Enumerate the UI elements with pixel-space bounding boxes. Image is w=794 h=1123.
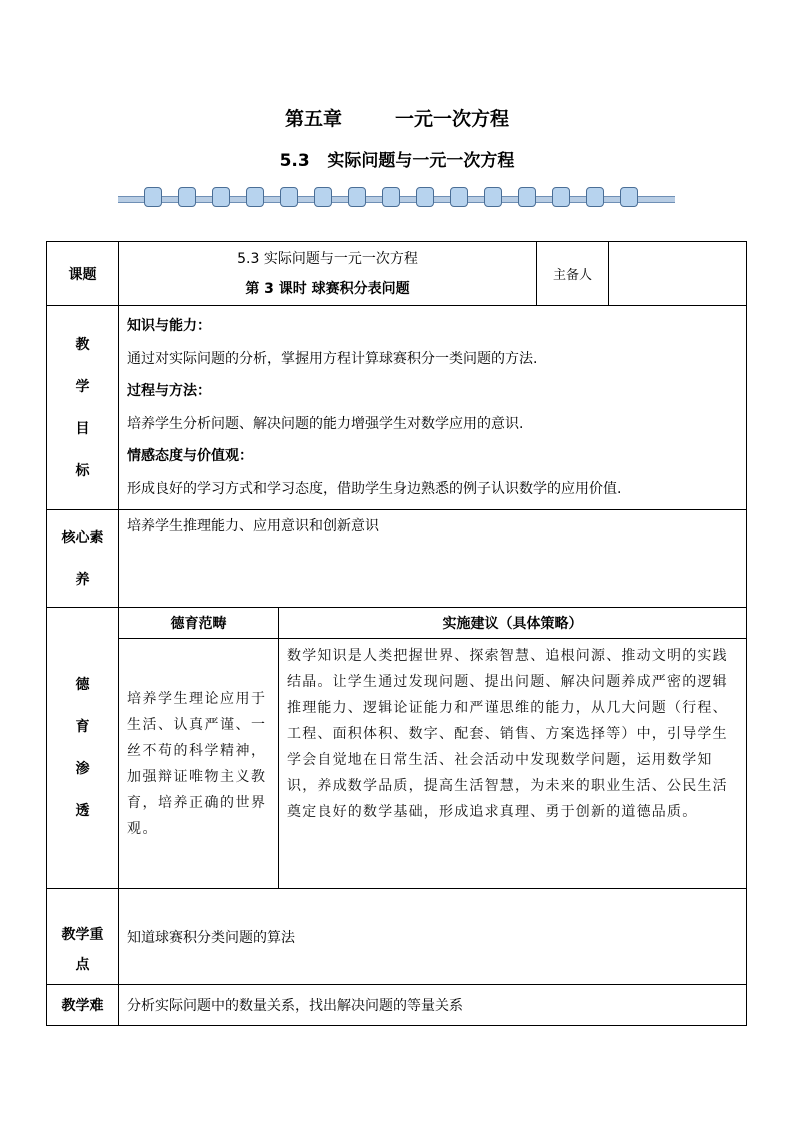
goal-heading-attitude: 情感态度与价值观： bbox=[127, 448, 253, 464]
goals-row bbox=[47, 306, 747, 510]
divider-bead bbox=[246, 187, 264, 207]
moral-content-row bbox=[47, 639, 747, 889]
goals-content bbox=[119, 306, 747, 510]
core-content: 培养学生推理能力、应用意识和创新意识 bbox=[119, 510, 747, 608]
divider-bead bbox=[144, 187, 162, 207]
goal-text-process: 培养学生分析问题、解决问题的能力增强学生对数学应用的意识. bbox=[127, 415, 524, 432]
divider-bead bbox=[348, 187, 366, 207]
moral-header-row bbox=[47, 608, 747, 639]
divider-bead bbox=[450, 187, 468, 207]
goal-text-knowledge: 通过对实际问题的分析，掌握用方程计算球赛积分一类问题的方法. bbox=[127, 350, 538, 367]
divider-bead bbox=[552, 187, 570, 207]
difficult-point-row bbox=[47, 985, 747, 1026]
divider-bead bbox=[314, 187, 332, 207]
goal-heading-knowledge: 知识与能力： bbox=[127, 318, 211, 334]
decorative-bead-divider bbox=[118, 186, 675, 212]
moral-category-text: 培养学生理论应用于生活、认真严谨、一丝不苟的科学精神，加强辩证唯物主义教育，培养正确的世界观。 bbox=[119, 639, 279, 889]
divider-bead bbox=[484, 187, 502, 207]
core-label-line: 核心素 bbox=[61, 529, 104, 546]
lesson-plan-table bbox=[46, 241, 747, 1026]
divider-bead bbox=[416, 187, 434, 207]
course-title-line2: 第 3 课时 球赛积分表问题 bbox=[245, 280, 410, 297]
divider-bead bbox=[280, 187, 298, 207]
moral-strategy-header: 实施建议（具体策略） bbox=[279, 608, 747, 639]
divider-bead bbox=[212, 187, 230, 207]
moral-label bbox=[47, 608, 119, 889]
goal-text-attitude: 形成良好的学习方式和学习态度，借助学生身边熟悉的例子认识数学的应用价值. bbox=[127, 480, 622, 497]
divider-bead bbox=[382, 187, 400, 207]
key-point-label-line: 教学重 bbox=[61, 927, 104, 943]
section-title: 5.3 实际问题与一元一次方程 bbox=[279, 151, 515, 171]
divider-bead bbox=[178, 187, 196, 207]
course-title-line1: 5.3 实际问题与一元一次方程 bbox=[237, 250, 418, 267]
moral-label-char: 德 bbox=[75, 677, 90, 693]
divider-bead bbox=[620, 187, 638, 207]
goals-label-char: 标 bbox=[75, 462, 90, 479]
core-label-line: 养 bbox=[75, 571, 90, 588]
difficult-point-label: 教学难 bbox=[47, 985, 119, 1026]
chapter-title: 第五章 一元一次方程 bbox=[285, 108, 509, 130]
divider-bead bbox=[518, 187, 536, 207]
key-point-row bbox=[47, 889, 747, 985]
divider-bead bbox=[586, 187, 604, 207]
goals-label-char: 学 bbox=[75, 378, 90, 395]
core-label bbox=[47, 510, 119, 608]
core-row bbox=[47, 510, 747, 608]
moral-label-char: 渗 bbox=[75, 761, 90, 777]
key-point-label-line: 点 bbox=[75, 957, 90, 973]
moral-label-char: 透 bbox=[75, 803, 90, 819]
goals-label bbox=[47, 306, 119, 510]
topic-row bbox=[47, 242, 747, 306]
preparer-label: 主备人 bbox=[537, 242, 609, 306]
goals-label-char: 目 bbox=[75, 420, 90, 437]
moral-label-char: 育 bbox=[75, 719, 90, 735]
moral-category-header: 德育范畴 bbox=[119, 608, 279, 639]
key-point-label bbox=[47, 889, 119, 985]
topic-label: 课题 bbox=[47, 242, 119, 306]
preparer-value bbox=[609, 242, 747, 306]
goal-heading-process: 过程与方法： bbox=[127, 383, 211, 399]
goals-label-char: 教 bbox=[75, 336, 90, 353]
key-point-content: 知道球赛积分类问题的算法 bbox=[119, 889, 747, 985]
difficult-point-content: 分析实际问题中的数量关系，找出解决问题的等量关系 bbox=[119, 985, 747, 1026]
course-title-cell bbox=[119, 242, 537, 306]
moral-strategy-text: 数学知识是人类把握世界、探索智慧、追根问源、推动文明的实践结晶。让学生通过发现问题、提出问题、解决问题养成严密的逻辑推理能力、逻辑论证能力和严谨思维的能力，从几大问题（行程、工程、面积体积、数字、配套、销售、方案选择等）中，引导学生学会自觉地在日常生活、社会活动中发现数学问题，运用数学知识，养成数学品质，提高生活智慧，为未来的职业生活、公民生活奠定良好的数学基础，形成追求真理、勇于创新的道德品质。 bbox=[279, 639, 747, 889]
